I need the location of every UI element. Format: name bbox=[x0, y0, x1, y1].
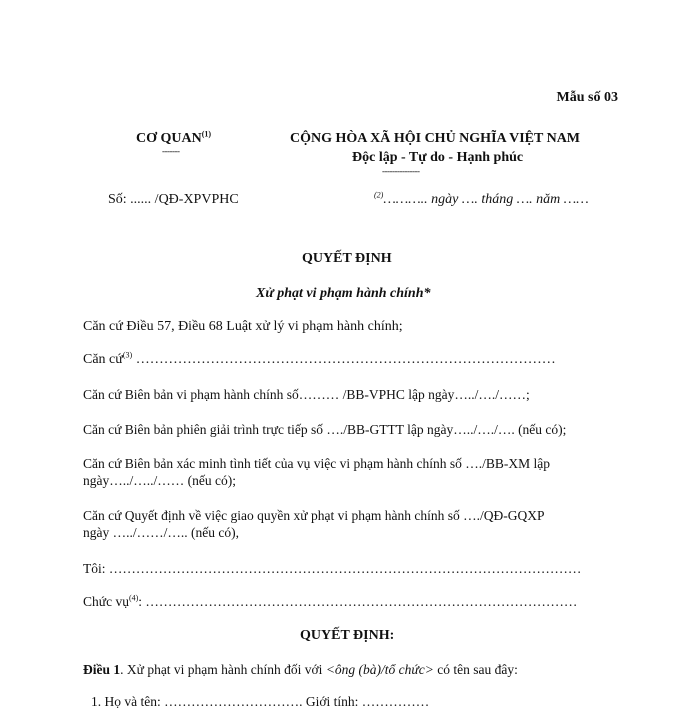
basis-delegation-line1: Căn cứ Quyết định về việc giao quyền xử phạt vi phạm hành chính số …./QĐ-GQXP bbox=[83, 508, 545, 523]
official-position bbox=[83, 594, 577, 610]
basis-delegation-line2: ngày …../……/….. (nếu có), bbox=[83, 525, 239, 540]
article-1-label: Điều 1 bbox=[83, 662, 121, 677]
basis-other bbox=[83, 352, 556, 368]
position-dots: : …………………………………………………………………………………… bbox=[138, 594, 578, 609]
article-1-item-1: 1. Họ và tên: …………………………. Giới tính: …………… bbox=[91, 694, 430, 709]
document-subtitle: Xử phạt vi phạm hành chính* bbox=[256, 286, 431, 301]
date-note: (2) bbox=[374, 190, 384, 200]
article-1-text: . Xử phạt vi phạm hành chính đối với bbox=[120, 662, 326, 677]
position-note: (4) bbox=[128, 593, 139, 603]
agency-label bbox=[136, 131, 211, 147]
decision-number: Số: ...... /QĐ-XPVPHC bbox=[108, 192, 239, 207]
basis-other-note: (3) bbox=[122, 350, 133, 360]
agency-note: (1) bbox=[201, 129, 212, 139]
document-title: QUYẾT ĐỊNH bbox=[302, 251, 392, 266]
basis-explanation-record: Căn cứ Biên bản phiên giải trình trực tiếp số …./BB-GTTT lập ngày…../…./…. (nếu có); bbox=[83, 422, 567, 437]
nation-title: CỘNG HÒA XÃ HỘI CHỦ NGHĨA VIỆT NAM bbox=[290, 131, 581, 146]
basis-violation-record: Căn cứ Biên bản vi phạm hành chính số……… /BB-VPHC lập ngày…../…./……; bbox=[83, 387, 530, 402]
date-text: ……….. ngày …. tháng …. năm …… bbox=[383, 192, 589, 207]
agency-name: CƠ QUAN bbox=[136, 131, 202, 146]
basis-verification-line2: ngày…../…../…… (nếu có); bbox=[83, 473, 236, 488]
official-name: Tôi: …………………………………………………………………………………………… bbox=[83, 561, 582, 576]
basis-verification-line1: Căn cứ Biên bản xác minh tình tiết của vụ việc vi phạm hành chính số …./BB-XM lập bbox=[83, 456, 550, 471]
article-1-subject: <ông (bà)/tổ chức> bbox=[325, 662, 434, 677]
place-date bbox=[374, 192, 589, 208]
agency-rule: ------- bbox=[162, 146, 180, 156]
motto-rule: --------------- bbox=[382, 166, 420, 176]
position-prefix: Chức vụ bbox=[83, 594, 129, 609]
motto: Độc lập - Tự do - Hạnh phúc bbox=[352, 150, 524, 165]
article-1-tail: có tên sau đây: bbox=[433, 662, 518, 677]
decide-heading: QUYẾT ĐỊNH: bbox=[300, 628, 395, 643]
form-number: Mẫu số 03 bbox=[556, 90, 618, 105]
basis-other-dots: ……………………………………………………………………………… bbox=[132, 352, 556, 367]
basis-other-prefix: Căn cứ bbox=[83, 352, 123, 367]
basis-law: Căn cứ Điều 57, Điều 68 Luật xử lý vi phạm hành chính; bbox=[83, 319, 403, 334]
article-1 bbox=[83, 662, 518, 678]
